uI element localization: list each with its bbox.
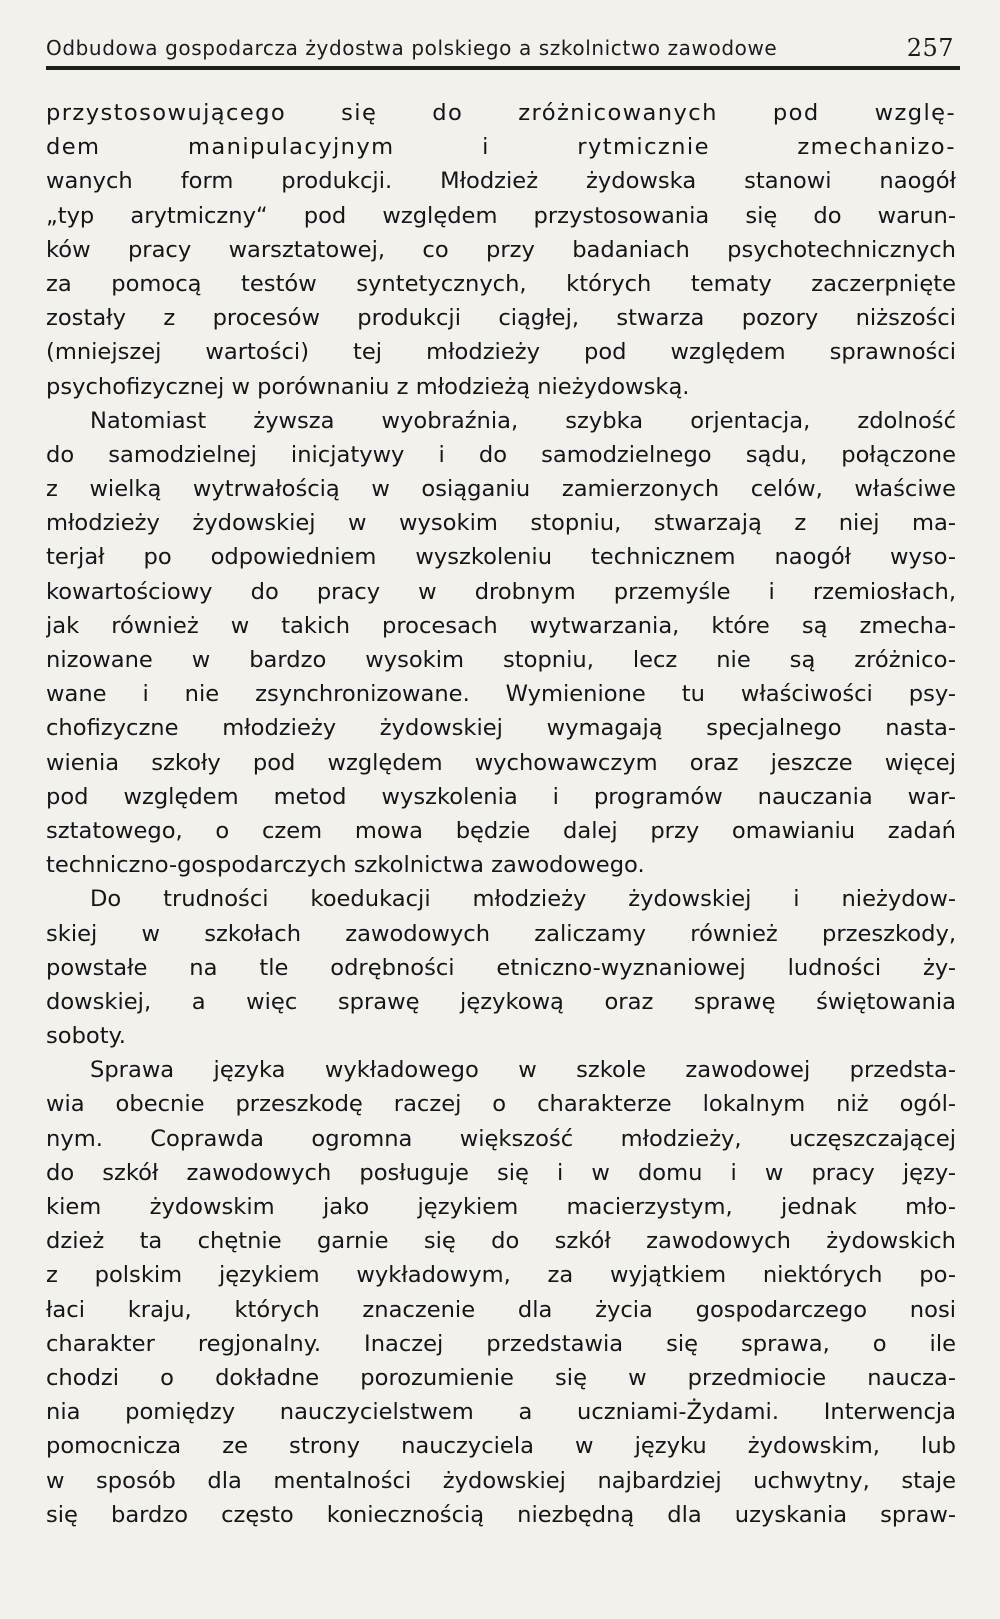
text-line: z polskim językiem wykładowym, za wyjątkiem niektórych po- — [46, 1262, 956, 1289]
text-line: Do trudności koedukacji młodzieży żydowskiej i nieżydow- — [90, 886, 956, 913]
paragraph — [46, 96, 956, 404]
text-line: Sprawa języka wykładowego w szkole zawodowej przedsta- — [90, 1057, 956, 1084]
page-number: 257 — [906, 34, 954, 62]
running-title: Odbudowa gospodarcza żydostwa polskiego a szkolnictwo zawodowe — [46, 36, 778, 60]
text-line: pomocnicza ze strony nauczyciela w języku żydowskim, lub — [46, 1433, 956, 1460]
text-line: nia pomiędzy nauczycielstwem a uczniami-Żydami. Interwencja — [46, 1399, 956, 1426]
text-line: dzież ta chętnie garnie się do szkół zawodowych żydowskich — [46, 1228, 956, 1255]
text-line: się bardzo często koniecznością niezbędną dla uzyskania spraw- — [46, 1501, 956, 1528]
text-line: kowartościowy do pracy w drobnym przemyśle i rzemiosłach, — [46, 578, 956, 605]
text-line: powstałe na tle odrębności etniczno-wyznaniowej ludności ży- — [46, 954, 956, 981]
text-line: chodzi o dokładne porozumienie się w przedmiocie naucza- — [46, 1364, 956, 1391]
text-line: wienia szkoły pod względem wychowawczym oraz jeszcze więcej — [46, 749, 956, 776]
text-line: do samodzielnej inicjatywy i do samodzielnego sądu, połączone — [46, 441, 956, 468]
text-line: terjał po odpowiedniem wyszkoleniu technicznem naogół wyso- — [46, 544, 956, 571]
paragraph — [46, 404, 956, 883]
text-line: przystosowującego się do zróżnicowanych pod wzglę- — [46, 100, 956, 126]
text-line: pod względem metod wyszkolenia i programów nauczania war- — [46, 783, 956, 810]
text-line: łaci kraju, których znaczenie dla życia gospodarczego nosi — [46, 1296, 956, 1323]
text-line: chofizyczne młodzieży żydowskiej wymagają specjalnego nasta- — [46, 715, 956, 742]
header-rule — [46, 66, 960, 70]
text-line: dowskiej, a więc sprawę językową oraz sprawę świętowania — [46, 988, 956, 1015]
paragraph — [46, 1053, 956, 1532]
text-line: do szkół zawodowych posługuje się i w domu i w pracy języ- — [46, 1159, 956, 1186]
text-line: z wielką wytrwałością w osiąganiu zamierzonych celów, właściwe — [46, 476, 956, 503]
text-line: sztatowego, o czem mowa będzie dalej przy omawianiu zadań — [46, 817, 956, 844]
text-line: skiej w szkołach zawodowych zaliczamy również przeszkody, — [46, 920, 956, 947]
text-line: w sposób dla mentalności żydowskiej najbardziej uchwytny, staje — [46, 1467, 956, 1494]
text-line: nym. Coprawda ogromna większość młodzieży, uczęszczającej — [46, 1125, 956, 1152]
paragraph — [46, 882, 956, 1053]
text-line: soboty. — [46, 1023, 126, 1050]
text-line: techniczno-gospodarczych szkolnictwa zawodowego. — [46, 852, 645, 879]
text-line: ków pracy warsztatowej, co przy badaniach psychotechnicznych — [46, 236, 956, 263]
text-line: zostały z procesów produkcji ciągłej, stwarza pozory niższości — [46, 305, 956, 332]
text-line: za pomocą testów syntetycznych, których tematy zaczerpnięte — [46, 270, 956, 297]
text-line: nizowane w bardzo wysokim stopniu, lecz nie są zróżnico- — [46, 647, 956, 673]
text-line: (mniejszej wartości) tej młodzieży pod względem sprawności — [46, 339, 956, 366]
text-line: jak również w takich procesach wytwarzania, które są zmecha- — [46, 612, 956, 639]
text-line: wane i nie zsynchronizowane. Wymienione tu właściwości psy- — [46, 681, 956, 708]
text-line: wanych form produkcji. Młodzież żydowska stanowi naogół — [46, 168, 956, 195]
running-head — [46, 30, 956, 66]
text-line: młodzieży żydowskiej w wysokim stopniu, stwarzają z niej ma- — [46, 510, 956, 537]
text-line: charakter regjonalny. Inaczej przedstawia się sprawa, o ile — [46, 1330, 956, 1357]
text-line: „typ arytmiczny“ pod względem przystosowania się do warun- — [46, 202, 956, 229]
text-line: kiem żydowskim jako językiem macierzystym, jednak mło- — [46, 1194, 956, 1220]
text-line: Natomiast żywsza wyobraźnia, szybka orjentacja, zdolność — [90, 407, 956, 434]
body-text — [46, 96, 956, 1532]
text-line: psychofizycznej w porównaniu z młodzieżą nieżydowską. — [46, 373, 690, 400]
text-line: dem manipulacyjnym i rytmicznie zmechanizo- — [46, 134, 956, 161]
text-line: wia obecnie przeszkodę raczej o charakterze lokalnym niż ogól- — [46, 1091, 956, 1118]
